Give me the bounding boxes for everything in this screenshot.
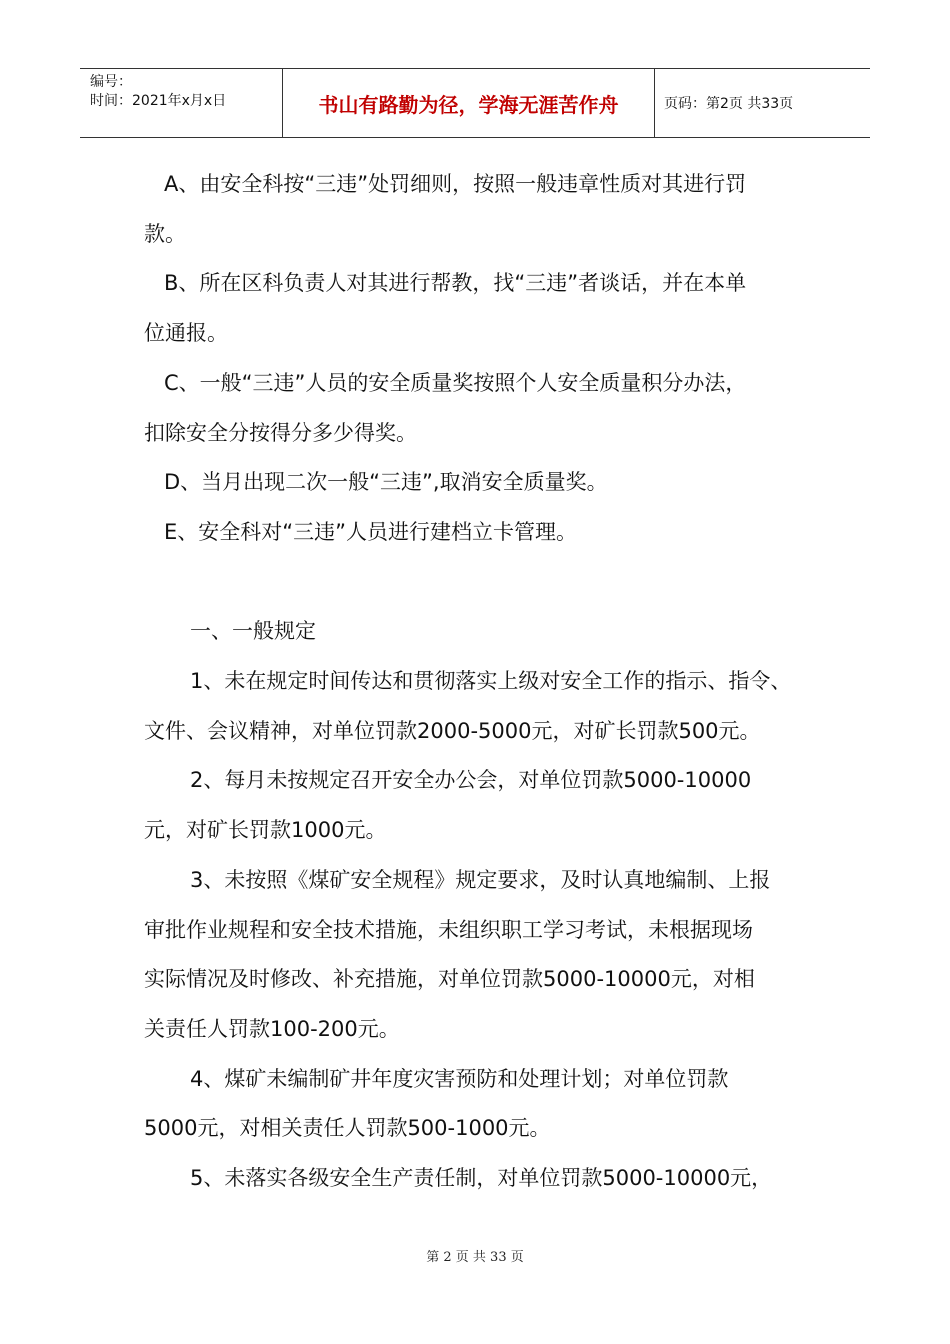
paragraph-line: 款。 [144, 221, 186, 246]
paragraph-line: 5000元，对相关责任人罚款500-1000元。 [144, 1116, 551, 1141]
paragraph-line: 2、每月未按规定召开安全办公会，对单位罚款5000-10000 [190, 768, 752, 793]
paragraph-line: D、当月出现二次一般“三违”,取消安全质量奖。 [164, 470, 608, 495]
paragraph-line: E、安全科对“三违”人员进行建档立卡管理。 [164, 519, 578, 544]
paragraph-line: 4、煤矿未编制矿井年度灾害预防和处理计划；对单位罚款 [190, 1066, 729, 1091]
header-motto: 书山有路勤为径，学海无涯苦作舟 [282, 69, 655, 137]
document-date: 时间：2021年x月x日 [90, 93, 227, 109]
paragraph-line: A、由安全科按“三违”处罚细则，按照一般违章性质对其进行罚 [164, 172, 747, 196]
header-meta [80, 69, 282, 137]
paragraph-line: 关责任人罚款100-200元。 [144, 1016, 400, 1041]
paragraph-line: 实际情况及时修改、补充措施，对单位罚款5000-10000元，对相 [144, 967, 755, 992]
paragraph-line: 1、未在规定时间传达和贯彻落实上级对安全工作的指示、指令、 [190, 669, 792, 694]
document-number: 编号： [90, 74, 132, 90]
paragraph-line: 扣除安全分按得分多少得奖。 [144, 420, 417, 445]
blank-line [144, 558, 816, 608]
paragraph-line: 文件、会议精神，对单位罚款2000-5000元，对矿长罚款500元。 [144, 718, 761, 743]
page-header [80, 68, 870, 138]
header-page-info: 页码：第2页 共33页 [664, 96, 794, 112]
paragraph-line: 3、未按照《煤矿安全规程》规定要求，及时认真地编制、上报 [190, 867, 771, 892]
paragraph-line: B、所在区科负责人对其进行帮教，找“三违”者谈话，并在本单 [164, 271, 747, 296]
paragraph-line: 位通报。 [144, 321, 228, 346]
paragraph-line: 元，对矿长罚款1000元。 [144, 818, 387, 843]
paragraph-line: C、一般“三违”人员的安全质量奖按照个人安全质量积分办法， [164, 370, 747, 395]
paragraph-line: 5、未落实各级安全生产责任制，对单位罚款5000-10000元， [190, 1166, 773, 1191]
section-heading: 一、一般规定 [190, 619, 316, 644]
page-footer: 第 2 页 共 33 页 [426, 1250, 524, 1265]
document-body [144, 160, 816, 1204]
paragraph-line: 审批作业规程和安全技术措施，未组织职工学习考试，未根据现场 [144, 917, 753, 942]
